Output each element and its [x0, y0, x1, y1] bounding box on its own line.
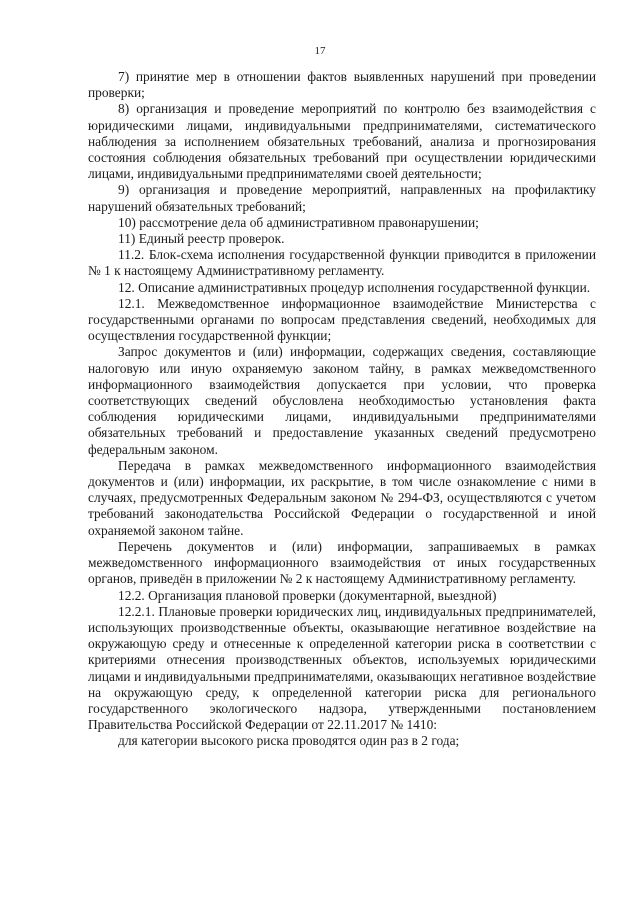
paragraph-documents-list: Перечень документов и (или) информации, запрашиваемых в рамках межведомственного информационного взаимодействия от иных государственных органов, приведён в приложении № 2 к настоящему Административному регламенту.	[88, 538, 596, 587]
paragraph-high-risk: для категории высокого риска проводятся один раз в 2 года;	[118, 733, 460, 749]
page-number: 17	[314, 45, 326, 57]
paragraph-section-12-2: 12.2. Организация плановой проверки (документарной, выездной)	[118, 587, 497, 603]
paragraph-transfer-documents: Передача в рамках межведомственного информационного взаимодействия документов и (или) информации, их раскрытие, в том числе ознакомление с ними в случаях, предусмотренных Федеральным законом № 294-ФЗ, осуществляются с учетом требований законодательства Российской Федерации о государственной и иной охраняемой законом тайне.	[88, 457, 596, 538]
paragraph-section-12-2-1: 12.2.1. Плановые проверки юридических лиц, индивидуальных предпринимателей, использующих производственные объекты, оказывающие негативное воздействие на окружающую среду и отнесенные к определенной категории риска в соответствии с критериями отнесения производственных объектов, используемых юридическими лицами и индивидуальными предпринимателями, оказывающих негативное воздействие на окружающую среду, к определенной категории риска для регионального государственного экологического надзора, утвержденными постановлением Правительства Российской Федерации от 22.11.2017 № 1410:	[88, 603, 596, 733]
paragraph-section-12: 12. Описание административных процедур исполнения государственной функции.	[118, 279, 591, 295]
paragraph-item-7: 7) принятие мер в отношении фактов выявленных нарушений при проведении проверки;	[88, 69, 596, 101]
paragraph-item-8: 8) организация и проведение мероприятий по контролю без взаимодействия с юридическими лицами, индивидуальными предпринимателями, систематического наблюдения за исполнением обязательных требований, анализа и прогнозирования состояния соблюдения обязательных требований при осуществлении юридическими лицами, индивидуальными предпринимателями своей деятельности;	[88, 101, 596, 182]
paragraph-section-11-2: 11.2. Блок-схема исполнения государственной функции приводится в приложении № 1 к настоящему Административному регламенту.	[88, 247, 596, 279]
paragraph-section-12-1: 12.1. Межведомственное информационное взаимодействие Министерства с государственными органами по вопросам представления сведений, необходимых для осуществления государственной функции;	[88, 295, 596, 344]
paragraph-item-10: 10) рассмотрение дела об административном правонарушении;	[118, 214, 479, 230]
paragraph-item-9: 9) организация и проведение мероприятий, направленных на профилактику нарушений обязательных требований;	[88, 182, 596, 214]
paragraph-request-documents: Запрос документов и (или) информации, содержащих сведения, составляющие налоговую или иную охраняемую законом тайну, в рамках межведомственного информационного взаимодействия допускается при условии, что проверка соответствующих сведений обусловлена необходимостью установления факта соблюдения юридическими лицами, индивидуальными предпринимателями обязательных требований и предоставление указанных сведений предусмотрено федеральным законом.	[88, 344, 596, 457]
document-body	[88, 69, 596, 750]
paragraph-item-11: 11) Единый реестр проверок.	[118, 231, 285, 247]
